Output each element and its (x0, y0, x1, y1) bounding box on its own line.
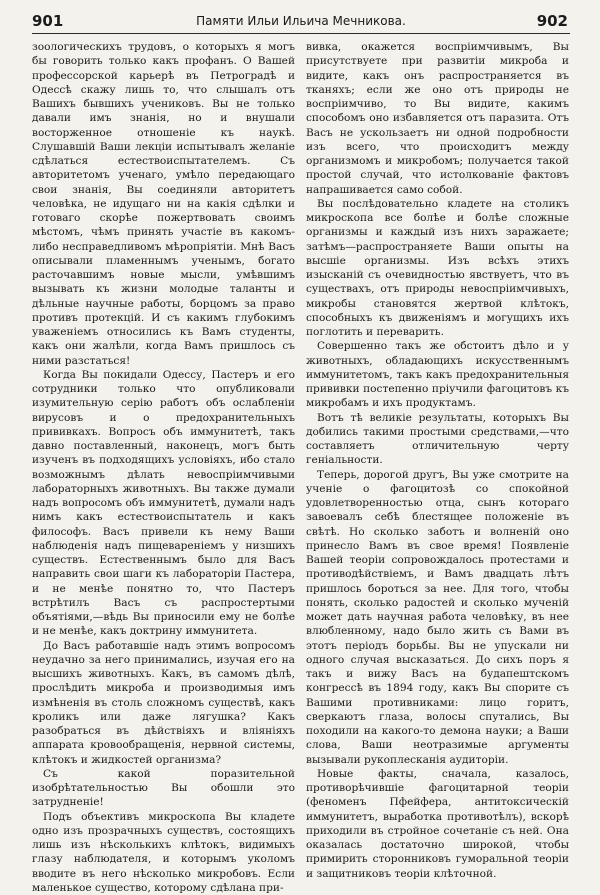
paragraph: вивка, окажется воспріимчивымъ, Вы присутствуете при развитіи микроба и видите, какъ онъ распространяется въ тканяхъ; если же оно отъ природы не воспріимчиво, то Вы видите, какимъ способомъ оно избавляется отъ паразита. Отъ Васъ не ускользаетъ ни одной подробности изъ всего, что происходитъ между организмомъ и микробомъ; получается такой простой случай, что истолкованіе фактовъ напрашивается само собой. (306, 40, 569, 197)
paragraph: Вы послѣдовательно кладете на столикъ микроскопа все болѣе и болѣе сложные организмы и каждый изъ нихъ заражаете; затѣмъ—распространяете Ваши опыты на высшіе организмы. Изъ всѣхъ этихъ изысканій съ очевидностью явствуетъ, что въ существахъ, отъ природы невоспріимчивыхъ, микробы становятся жертвой клѣтокъ, способныхъ къ движеніямъ и могущихъ ихъ поглотить и переварить. (306, 197, 569, 340)
paragraph: Когда Вы покидали Одессу, Пастеръ и его сотрудники только что опубликовали изумительную серію работъ объ ослабленіи вирусовъ и о предохранительныхъ прививкахъ. Вопросъ объ иммунитетѣ, такъ давно поставленный, наконецъ, могъ быть изученъ въ подходящихъ условіяхъ, ибо стало возможнымъ дѣлать невоспріимчивыми лабораторныхъ животныхъ. Вы также думали надъ вопросомъ объ иммунитетѣ, думали надъ нимъ какъ естествоиспытатель и какъ философъ. Васъ привели къ нему Ваши наблюденія надъ пищевареніемъ у низшихъ существъ. Естественнымъ было для Васъ направить свои шаги къ лабораторіи Пастера, и не менѣе понятно то, что Пастеръ встрѣтилъ Васъ съ распростертыми объятіями,—вѣдь Вы приносили ему не болѣе и не менѣе, какъ доктрину иммунитета. (32, 368, 295, 639)
paragraph: Новые факты, сначала, казалось, противорѣчившіе фагоцитарной теоріи (феноменъ Пфейфера, антитоксическій иммунитетъ, выработка противотѣлъ), вскорѣ приходили въ стройное сочетаніе съ ней. Она оказалась достаточно широкой, чтобы примирить сторонниковъ гуморальной теоріи и защитниковъ теоріи клѣточной. (306, 767, 569, 881)
paragraph: До Васъ работавшіе надъ этимъ вопросомъ неудачно за него принимались, изучая его на высшихъ животныхъ. Какъ, въ самомъ дѣлѣ, прослѣдить микроба и производимыя имъ измѣненія въ столь сложномъ существѣ, какъ кроликъ или даже лягушка? Какъ разобраться въ дѣйствіяхъ и вліяніяхъ аппарата кровообращенія, нервной системы, клѣтокъ и жидкостей организма? (32, 639, 295, 767)
paragraph: Совершенно такъ же обстоитъ дѣло и у животныхъ, обладающихъ искусственнымъ иммунитетомъ, такъ какъ предохранительныя прививки постепенно пріучили фагоцитовъ къ микробамъ и ихъ продуктамъ. (306, 339, 569, 410)
paragraph: Теперь, дорогой другъ, Вы уже смотрите на ученіе о фагоцитозѣ со спокойной удовлетворенностью отца, сынъ котораго завоевалъ себѣ блестящее положеніе въ свѣтѣ. Но сколько заботъ и волненій оно принесло Вамъ въ свое время! Появленіе Вашей теоріи сопровождалось протестами и противодѣйствіемъ, и Вамъ двадцать лѣтъ пришлось бороться за нее. Для того, чтобы понять, сколько радостей и сколько мученій может дать научная работа человѣку, въ нее влюбленному, надо было жить съ Вами въ этотъ періодъ борьбы. Вы не упускали ни одного случая высказаться. До сихъ поръ я такъ и вижу Васъ на будапештскомъ конгрессѣ въ 1894 году, какъ Вы спорите съ Вашими противниками: лицо горитъ, сверкаютъ глаза, волосы спутались, Вы походили на какого-то демона науки; а Ваши слова, Ваши неотразимые аргументы вызывали рукоплесканія аудиторіи. (306, 468, 569, 767)
running-header (32, 11, 570, 34)
running-title: Памяти Ильи Ильича Мечникова. (32, 13, 570, 29)
paragraph: Вотъ тѣ великіе результаты, которыхъ Вы добились такими простыми средствами,—что составляетъ отличительную черту геніальности. (306, 411, 569, 468)
page-number-right: 902 (537, 11, 568, 31)
right-column (306, 40, 569, 881)
paragraph: зоологическихъ трудовъ, о которыхъ я могъ бы говорить только какъ профанъ. О Вашей профессорской карьерѣ въ Петроградѣ и Одессѣ скажу лишь то, что слышалъ отъ Вашихъ бывшихъ учениковъ. Вы не только давали имъ знанія, но и внушали восторженное отношеніе къ наукѣ. Слушавшій Ваши лекціи испытывалъ желаніе сдѣлаться естествоиспытателемъ. Съ авторитетомъ ученаго, умѣло передающаго свои знанія, Вы соединяли авторитетъ человѣка, не идущаго ни на какія сдѣлки и готоваго скорѣе пожертвовать своимъ мѣстомъ, чѣмъ принять участіе въ какомъ-либо несправедливомъ мѣропріятіи. Мнѣ Васъ описывали пламеннымъ ученымъ, богато расточавшимъ новые мысли, умѣвшимъ вызывать къ жизни молодые таланты и дѣльные научные работы, борцомъ за право противъ протекцій. И съ какимъ глубокимъ уваженіемъ относились къ Вамъ студенты, какъ они жалѣли, когда Вамъ пришлось съ ними разстаться! (32, 40, 295, 368)
paragraph: Съ какой поразительной изобрѣтательностью Вы обошли это затрудненіе! (32, 767, 295, 810)
paragraph: Подъ объективъ микроскопа Вы кладете одно изъ прозрачныхъ существъ, состоящихъ лишь изъ нѣсколькихъ клѣтокъ, видимыхъ глазу наблюдателя, и которымъ уколомъ вводите въ него нѣсколько микробовъ. Если маленькое существо, которому сдѣлана при- (32, 810, 295, 895)
left-column (32, 40, 295, 895)
page-number-left: 901 (32, 11, 63, 31)
